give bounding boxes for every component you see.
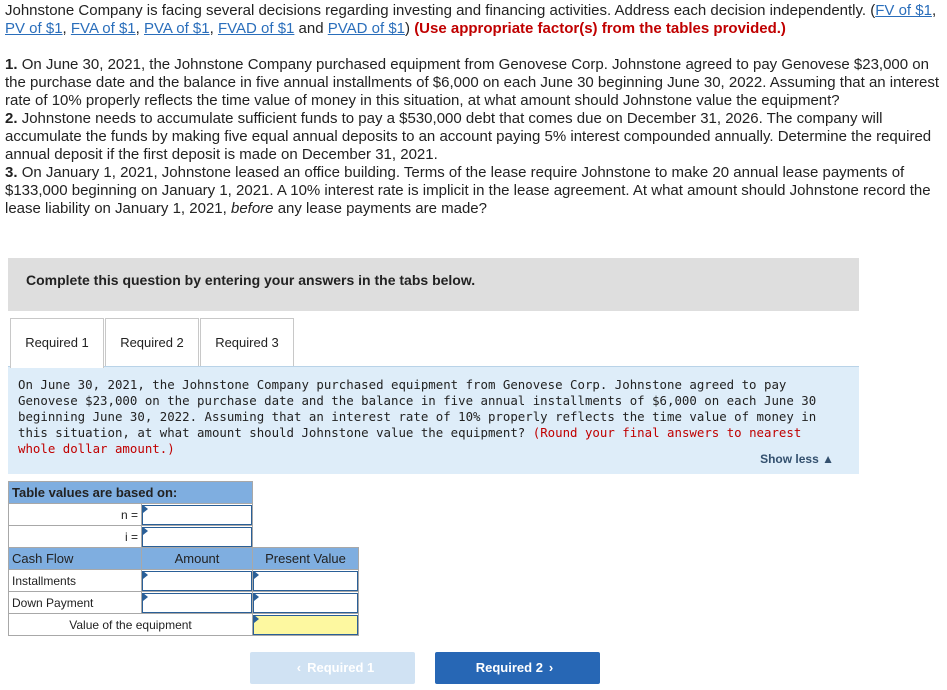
pv-calculation-table	[8, 481, 359, 636]
chevron-left-icon: ‹	[296, 660, 302, 675]
installments-pv-cell	[253, 570, 359, 592]
row-down-payment-label: Down Payment	[9, 592, 142, 614]
problem-2: 2. Johnstone needs to accumulate sufficient funds to pay a $530,000 debt that comes due on December 31, 2026. The company will accumulate the funds by making five equal annual deposits to an account paying 5% interest compounded annually. Determine the required annual deposit if the first deposit is made on December 31, 2021.	[5, 110, 932, 163]
flag-icon	[254, 615, 259, 623]
row-installments-label: Installments	[9, 570, 142, 592]
value-total-cell	[253, 614, 359, 636]
value-total-input[interactable]	[253, 615, 358, 635]
installments-pv-input[interactable]	[253, 571, 358, 591]
installments-amount-input[interactable]	[142, 571, 252, 591]
n-input[interactable]	[142, 505, 252, 525]
down-amount-input[interactable]	[142, 593, 252, 613]
triangle-up-icon: ▲	[822, 452, 834, 466]
down-amount-cell	[142, 592, 253, 614]
show-less-button[interactable]: Show less ▲	[760, 452, 834, 466]
round-hint: (Round your final answers to nearest whole dollar amount.)	[18, 425, 802, 456]
n-label: n =	[9, 504, 142, 526]
panel-question: On June 30, 2021, the Johnstone Company purchased equipment from Genovese Corp. Johnstone agreed to pay Genovese $23,000 on the purchase date and the balance in five annual installments of $6,000 on each June 30 beginning June 30, 2022. Assuming that an interest rate of 10% properly reflects the time value of money in this situation, at what amount should Johnstone value the equipment? (Round your final answers to nearest whole dollar amount.)	[18, 377, 817, 456]
i-input-cell	[142, 526, 253, 548]
flag-icon	[143, 505, 148, 513]
col-amount: Amount	[142, 548, 253, 570]
problem-list	[5, 56, 940, 218]
tab-required-2[interactable]: Required 2	[105, 318, 199, 367]
col-cash-flow: Cash Flow	[9, 548, 142, 570]
tab-required-3[interactable]: Required 3	[200, 318, 294, 367]
flag-icon	[143, 571, 148, 579]
question-panel	[8, 366, 859, 474]
complete-banner: Complete this question by entering your answers in the tabs below.	[8, 258, 859, 311]
fva-table-link[interactable]: FVA of $1	[70, 20, 136, 37]
prev-required-button[interactable]: ‹ Required 1	[250, 652, 415, 684]
n-input-cell	[142, 504, 253, 526]
i-label: i =	[9, 526, 142, 548]
next-required-button[interactable]: Required 2 ›	[435, 652, 600, 684]
tab-required-1[interactable]: Required 1	[10, 318, 104, 368]
col-present-value: Present Value	[253, 548, 359, 570]
intro-text: Johnstone Company is facing several decisions regarding investing and financing activities. Address each decision independently. (FV of $1, PV of $1, FVA of $1, PVA of $1, FVAD of $1 and PVAD of $1) (Use appropriate factor(s) from the tables provided.)	[5, 2, 937, 37]
fvad-table-link[interactable]: FVAD of $1	[217, 20, 295, 37]
flag-icon	[143, 593, 148, 601]
installments-amount-cell	[142, 570, 253, 592]
pv-table-link[interactable]: PV of $1	[5, 20, 63, 37]
pvad-table-link[interactable]: PVAD of $1	[327, 20, 406, 37]
row-value-label: Value of the equipment	[9, 614, 253, 636]
flag-icon	[254, 593, 259, 601]
problem-1: 1. On June 30, 2021, the Johnstone Company purchased equipment from Genovese Corp. Johnstone agreed to pay Genovese $23,000 on the purchase date and the balance in five annual installments of $6,000 on each June 30 beginning June 30, 2022. Assuming that an interest rate of 10% properly reflects the time value of money in this situation, at what amount should Johnstone value the equipment?	[5, 56, 939, 109]
chevron-right-icon: ›	[548, 660, 554, 675]
flag-icon	[254, 571, 259, 579]
problem-3: 3. On January 1, 2021, Johnstone leased an office building. Terms of the lease require Johnstone to make 20 annual lease payments of $133,000 beginning on January 1, 2021. A 10% interest rate is implicit in the lease agreement. At what amount should Johnstone record the lease liability on January 1, 2021, before any lease payments are made?	[5, 164, 931, 217]
down-pv-cell	[253, 592, 359, 614]
flag-icon	[143, 527, 148, 535]
i-input[interactable]	[142, 527, 252, 547]
pva-table-link[interactable]: PVA of $1	[144, 20, 210, 37]
fv-table-link[interactable]: FV of $1	[875, 2, 932, 19]
table-title: Table values are based on:	[9, 482, 253, 504]
instruction-text: (Use appropriate factor(s) from the tables provided.)	[414, 20, 786, 37]
down-pv-input[interactable]	[253, 593, 358, 613]
